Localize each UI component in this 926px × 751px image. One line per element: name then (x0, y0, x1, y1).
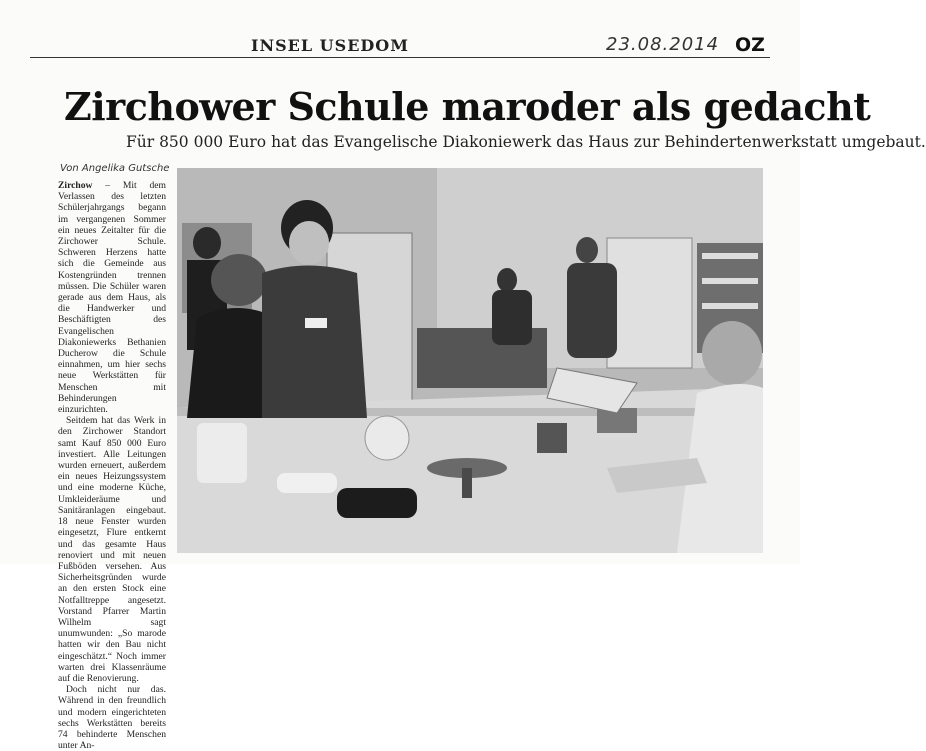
section-title: INSEL USEDOM (251, 36, 409, 55)
byline: Von Angelika Gutsche (60, 163, 170, 174)
paragraph-2: Seitdem hat das Werk in den Zirchower Standort samt Kauf 850 000 Euro investiert. Alle Leitungen wurden erneuert, außerdem ein neues Heizungssystem und eine moderne Küche, Umkleideräume und Sanitäranlagen eingebaut. 18 neue Fenster wurden eingesetzt, Flure entkernt und das gesamte Haus renoviert und mit neuen Fußböden versehen. Aus Sicherheitsgründen wurde an den ersten Stock eine Notfalltreppe angesetzt. Vorstand Pfarrer Martin Wilhelm sagt unumwunden: „So marode hatten wir den Bau nicht eingeschätzt.“ Noch immer warten drei Klassenräume auf die Renovierung. (58, 415, 166, 684)
article-photo (177, 168, 763, 553)
dateline: Zirchow (58, 180, 93, 191)
paragraph-1: Zirchow – Mit dem Verlassen des letzten Schülerjahrgangs begann im vergangenen Sommer ein neues Zeitalter für die Zirchower Schule. Schweren Herzens hatte sich die Gemeinde aus Kostengründen trennen müssen. Die Schüler waren gerade aus dem Haus, als die Handwerker und Beschäftigten des Evangelischen Diakoniewerks Bethanien Ducherow die Schule einnahmen, um hier sechs neue Werkstätten für Menschen mit Behinderungen einzurichten. (58, 180, 166, 416)
paragraph-3: Doch nicht nur das. Während in den freundlich und modern eingerichteten sechs Werkstätten bereits 74 behinderte Menschen unter An- (58, 684, 166, 751)
workshop-photo-illustration (177, 168, 763, 553)
subheadline: Für 850 000 Euro hat das Evangelische Diakoniewerk das Haus zur Behindertenwerkstatt umgebaut. (126, 133, 926, 151)
headline: Zirchower Schule maroder als gedacht (64, 84, 871, 129)
newspaper-logo: OZ (735, 34, 765, 56)
header-rule (30, 57, 770, 58)
handwritten-date: 23.08.2014 (606, 34, 720, 55)
article-body (58, 180, 166, 751)
